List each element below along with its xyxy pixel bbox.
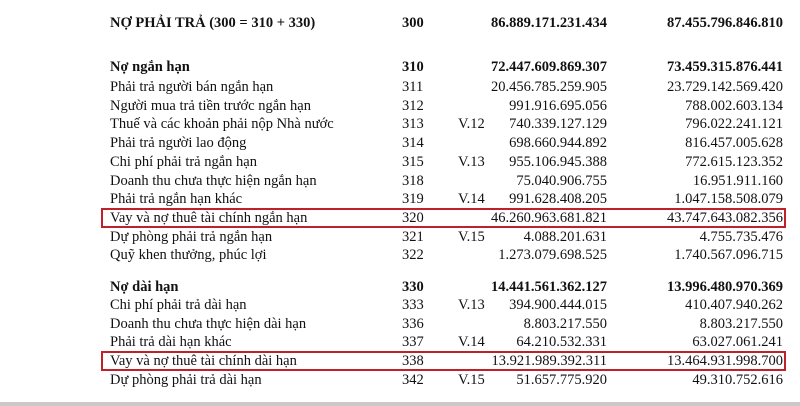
- value-current-period: 4.088.201.631: [523, 228, 607, 245]
- line-item-code: 312: [402, 97, 424, 114]
- line-item-label: Dự phòng phải trả dài hạn: [110, 371, 262, 388]
- value-previous-period: 13.996.480.970.369: [667, 279, 783, 295]
- value-previous-period: 43.747.643.082.356: [667, 209, 783, 226]
- line-item-code: 319: [402, 191, 424, 208]
- value-previous-period: 772.615.123.352: [685, 153, 783, 170]
- line-item-code: 336: [402, 315, 424, 332]
- value-current-period: 86.889.171.231.434: [491, 15, 607, 31]
- value-previous-period: 23.729.142.569.420: [667, 79, 783, 95]
- value-current-period: 8.803.217.550: [523, 315, 607, 332]
- line-item-label: Phải trả ngắn hạn khác: [110, 191, 243, 208]
- value-previous-period: 49.310.752.616: [692, 371, 783, 388]
- line-item-label: Doanh thu chưa thực hiện dài hạn: [110, 315, 307, 332]
- line-item-label: Thuế và các khoản phải nộp Nhà nước: [110, 116, 334, 133]
- line-item-label: Phải trả dài hạn khác: [110, 334, 232, 351]
- line-item-note: V.13: [458, 153, 485, 170]
- value-previous-period: 13.464.931.998.700: [667, 353, 783, 370]
- line-item-code: 342: [402, 371, 424, 388]
- value-previous-period: 73.459.315.876.441: [667, 59, 783, 75]
- line-item-code: 321: [402, 228, 424, 245]
- line-item-code: 313: [402, 116, 424, 133]
- line-item-label: Dự phòng phải trả ngắn hạn: [110, 228, 273, 245]
- value-previous-period: 410.407.940.262: [685, 297, 783, 313]
- value-previous-period: 4.755.735.476: [699, 228, 783, 245]
- value-current-period: 46.260.963.681.821: [491, 209, 607, 226]
- line-item-code: 315: [402, 153, 424, 170]
- value-current-period: 1.273.079.698.525: [498, 247, 607, 264]
- value-previous-period: 63.027.061.241: [692, 334, 783, 351]
- line-item-code: 310: [402, 59, 424, 75]
- value-previous-period: 87.455.796.846.810: [667, 15, 783, 31]
- value-current-period: 394.900.444.015: [509, 297, 607, 313]
- value-previous-period: 788.002.603.134: [685, 97, 783, 114]
- line-item-note: V.13: [458, 297, 485, 313]
- line-item-code: 320: [402, 209, 424, 226]
- line-item-label: Người mua trả tiền trước ngắn hạn: [110, 97, 311, 114]
- value-previous-period: 8.803.217.550: [699, 315, 783, 332]
- value-previous-period: 16.951.911.160: [692, 172, 783, 189]
- line-item-code: 322: [402, 247, 424, 264]
- line-item-label: Phải trả người lao động: [110, 135, 247, 152]
- line-item-note: V.12: [458, 116, 485, 133]
- value-previous-period: 816.457.005.628: [685, 135, 783, 152]
- value-current-period: 72.447.609.869.307: [491, 59, 607, 75]
- value-current-period: 740.339.127.129: [509, 116, 607, 133]
- value-current-period: 991.628.408.205: [509, 191, 607, 208]
- line-item-code: 314: [402, 135, 424, 152]
- line-item-note: V.14: [458, 191, 485, 208]
- line-item-label: NỢ PHẢI TRẢ (300 = 310 + 330): [110, 15, 316, 31]
- line-item-code: 311: [402, 79, 424, 95]
- line-item-code: 338: [402, 353, 424, 370]
- line-item-label: Vay và nợ thuê tài chính dài hạn: [110, 353, 297, 370]
- value-current-period: 991.916.695.056: [509, 97, 607, 114]
- line-item-code: 333: [402, 297, 424, 313]
- line-item-note: V.15: [458, 228, 485, 245]
- line-item-code: 337: [402, 334, 424, 351]
- line-item-label: Phải trả người bán ngắn hạn: [110, 79, 274, 95]
- value-previous-period: 1.740.567.096.715: [674, 247, 783, 264]
- line-item-code: 330: [402, 279, 424, 295]
- value-current-period: 698.660.944.892: [509, 135, 607, 152]
- line-item-label: Vay và nợ thuê tài chính ngắn hạn: [110, 209, 308, 226]
- value-current-period: 14.441.561.362.127: [491, 279, 607, 295]
- line-item-label: Nợ ngắn hạn: [110, 59, 190, 75]
- line-item-note: V.15: [458, 371, 485, 388]
- line-item-code: 300: [402, 15, 424, 31]
- value-previous-period: 796.022.241.121: [685, 116, 783, 133]
- line-item-label: Chi phí phải trả dài hạn: [110, 297, 247, 313]
- line-item-label: Doanh thu chưa thực hiện ngắn hạn: [110, 172, 317, 189]
- line-item-note: V.14: [458, 334, 485, 351]
- value-current-period: 64.210.532.331: [516, 334, 607, 351]
- line-item-label: Chi phí phải trả ngắn hạn: [110, 153, 257, 170]
- value-previous-period: 1.047.158.508.079: [674, 191, 783, 208]
- value-current-period: 955.106.945.388: [509, 153, 607, 170]
- line-item-label: Nợ dài hạn: [110, 279, 179, 295]
- value-current-period: 51.657.775.920: [516, 371, 607, 388]
- line-item-label: Quỹ khen thưởng, phúc lợi: [110, 247, 267, 264]
- value-current-period: 20.456.785.259.905: [491, 79, 607, 95]
- value-current-period: 75.040.906.755: [516, 172, 607, 189]
- line-item-code: 318: [402, 172, 424, 189]
- bottom-edge: [0, 402, 800, 406]
- value-current-period: 13.921.989.392.311: [491, 353, 607, 370]
